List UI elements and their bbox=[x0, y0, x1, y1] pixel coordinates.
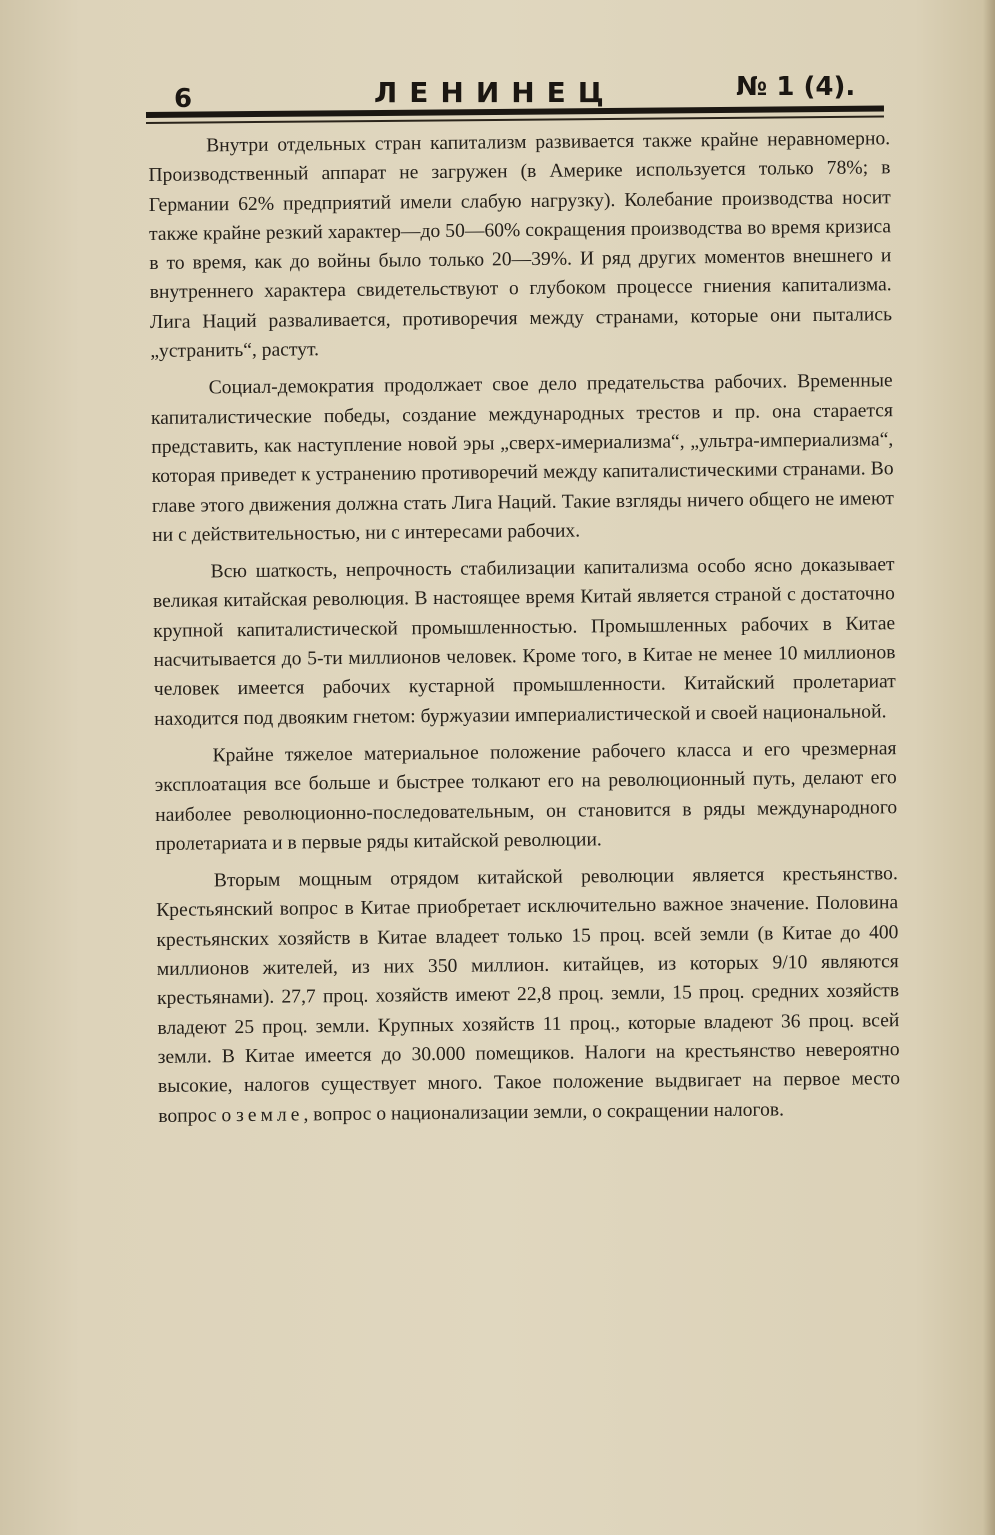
paragraph-text: Вторым мощным отрядом китайской революции является крестьянство. Крестьянский вопрос в Китае приобретает исключительно важное значение. Половина крестьянских хозяйств в Китае владеет только 15 проц. всей земли (в Китае до 400 миллионов жителей, из них 350 миллион. китайцев, из которых 9/10 являются крестьянами). 27,7 проц. хозяйств имеют 22,8 проц. земли, 15 проц. средних хозяйств владеют 25 проц. земли. Крупных хозяйств 11 проц., которые владеют 36 проц. всей земли. В Китае имеется до 30.000 помещиков. Налоги на крестьянство невероятно высокие, налогов существует много. Такое положение выдвигает на первое место вопрос о bbox=[156, 863, 901, 1127]
paragraph: Социал-демократия продолжает свое дело предательства рабочих. Временные капиталистические победы, создание международных трестов и пр. она старается представить, как наступление новой эры „сверх-имериализма“, „ультра-империализма“, которая приведет к устранению противоречий между капиталистическими странами. Во главе этого движения должна стать Лига Наций. Такие взгляды ничего общего не имеют ни с действительностью, ни с интересами рабочих. bbox=[150, 370, 894, 546]
paragraph: Всю шаткость, непрочность стабилизации капитализма особо ясно доказывает великая китайская революция. В настоящее время Китай является страной с достаточно крупной капиталистической промышленностью. Промышленных рабочих в Китае насчитывается до 5-ти миллионов человек. Кроме того, в Китае не менее 10 миллионов человек имеется рабочих кустарной промышленности. Китайский пролетариат находится под двояким гнетом: буржуазии империалистической и своей национальной. bbox=[152, 554, 896, 730]
paragraph: Крайне тяжелое материальное положение рабочего класса и его чрезмерная эксплоатация все больше и быстрее толкают его на революционный путь, делают его наиболее революционно-последовательным, он становится в ряды международного пролетариата и в первые ряды китайской революции. bbox=[154, 738, 898, 855]
paragraph: Внутри отдельных стран капитализм развивается также крайне неравномерно. Производственный аппарат не загружен (в Америке используется только 78%; в Германии 62% предприятий имели слабую нагрузку). Колебание производства носит также крайне резкий характер—до 50—60% сокращения производства во время кризиса в то время, как до войны было только 20—39%. И ряд других моментов внешнего и внутреннего характера свидетельствуют о глубоком процессе гниения капитализма. Лига Наций разваливается, противоречия между странами, которые они пытались „устранить“, растут. bbox=[148, 128, 893, 363]
paragraph bbox=[156, 859, 901, 1130]
masthead-title: ЛЕНИНЕЦ bbox=[374, 76, 616, 109]
page-header bbox=[148, 70, 888, 114]
page-number: 6 bbox=[174, 84, 193, 114]
paragraph-text: , вопрос о национализации земли, о сокращении налогов. bbox=[303, 1098, 785, 1125]
article-body bbox=[148, 124, 901, 1139]
issue-number: № 1 (4). bbox=[736, 72, 856, 102]
page-edge-shadow bbox=[983, 0, 995, 1535]
emphasized-word: земле bbox=[235, 1103, 304, 1126]
